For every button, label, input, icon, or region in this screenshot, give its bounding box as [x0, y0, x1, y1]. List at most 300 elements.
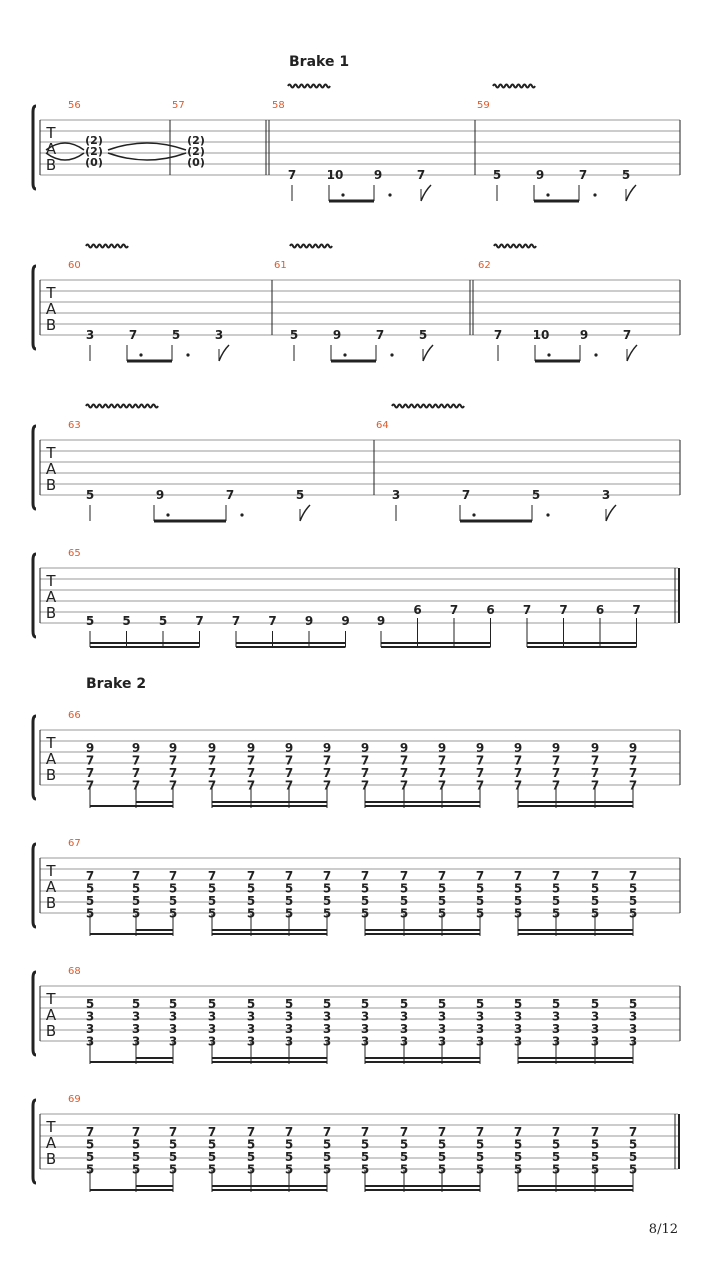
tab-clef-b: B	[45, 316, 57, 334]
chord-fret: 5	[168, 1137, 178, 1152]
chord-fret: 3	[85, 1034, 95, 1049]
fret-number: 7	[287, 168, 297, 182]
system-bracket	[33, 266, 36, 349]
tab-clef-a: A	[45, 878, 57, 896]
tab-clef-b: B	[45, 766, 57, 784]
chord-fret: 7	[168, 778, 178, 793]
chord-fret: 7	[322, 753, 332, 768]
chord-fret: 5	[322, 881, 332, 896]
chord-fret: 5	[246, 1162, 256, 1177]
fret-number: 3	[85, 328, 95, 342]
chord-fret: 5	[551, 1150, 561, 1164]
chord-fret: 5	[399, 997, 409, 1011]
chord-fret: 3	[551, 1034, 561, 1049]
ghost-note: (0)	[187, 156, 205, 169]
vibrato-mark	[86, 405, 158, 408]
fret-number: 5	[85, 488, 95, 502]
measure-number: 65	[68, 548, 81, 559]
chord-fret: 7	[551, 778, 561, 793]
fret-number: 7	[268, 614, 277, 628]
chord-fret: 7	[284, 869, 294, 883]
tie-arc	[108, 143, 186, 150]
chord-fret: 3	[551, 1022, 561, 1036]
chord-fret: 5	[399, 906, 409, 921]
fret-number: 7	[522, 603, 532, 617]
chord-fret: 9	[131, 741, 141, 755]
chord-fret: 5	[628, 894, 638, 908]
dot	[472, 513, 475, 516]
chord-fret: 5	[207, 881, 217, 896]
chord-fret: 7	[168, 869, 178, 883]
chord-fret: 5	[246, 1137, 256, 1152]
chord-fret: 3	[360, 1022, 370, 1036]
chord-fret: 7	[85, 869, 95, 883]
chord-fret: 5	[168, 906, 178, 921]
chord-fret: 5	[551, 997, 561, 1011]
measure-number: 59	[477, 100, 490, 111]
chord-fret: 7	[437, 869, 447, 883]
chord-fret: 5	[475, 997, 485, 1011]
page-number: 8/12	[648, 1222, 678, 1237]
note-flag	[300, 505, 310, 521]
fret-number: 9	[535, 168, 545, 182]
chord-fret: 5	[360, 906, 370, 921]
chord-fret: 5	[628, 881, 638, 896]
tab-clef-t: T	[46, 284, 56, 302]
chord-fret: 3	[284, 1022, 294, 1036]
chord-fret: 5	[475, 881, 485, 896]
chord-fret: 5	[322, 894, 332, 908]
dot	[139, 353, 142, 356]
chord-fret: 3	[207, 1034, 217, 1049]
chord-fret: 3	[590, 1009, 600, 1024]
vibrato-mark	[288, 85, 330, 88]
chord-fret: 9	[513, 741, 523, 755]
ghost-note: (2)	[85, 134, 103, 147]
chord-fret: 5	[513, 997, 523, 1011]
chord-fret: 7	[628, 1125, 638, 1139]
chord-fret: 3	[475, 1022, 485, 1036]
chord-fret: 7	[513, 869, 523, 883]
chord-fret: 7	[590, 766, 600, 780]
chord-fret: 7	[590, 778, 600, 793]
note-flag	[423, 345, 433, 361]
chord-fret: 3	[284, 1009, 294, 1024]
fret-number: 5	[531, 488, 541, 502]
measure-number: 60	[68, 260, 81, 271]
chord-fret: 7	[131, 753, 141, 768]
chord-fret: 3	[168, 1034, 178, 1049]
chord-fret: 5	[399, 894, 409, 908]
ghost-note: (0)	[85, 156, 103, 169]
measure-number: 66	[68, 710, 81, 721]
vibrato-mark	[494, 245, 536, 248]
fret-number: 7	[461, 488, 471, 502]
note-flag	[219, 345, 229, 361]
dot	[390, 353, 393, 356]
chord-fret: 5	[246, 997, 256, 1011]
tab-clef-t: T	[46, 734, 56, 752]
chord-fret: 3	[513, 1009, 523, 1024]
chord-fret: 5	[131, 1162, 141, 1177]
tab-clef-b: B	[45, 894, 57, 912]
chord-fret: 5	[85, 1137, 95, 1152]
chord-fret: 5	[628, 1162, 638, 1177]
chord-fret: 5	[85, 997, 95, 1011]
chord-fret: 9	[399, 741, 409, 755]
chord-fret: 5	[475, 1150, 485, 1164]
chord-fret: 7	[168, 753, 178, 768]
tab-clef-a: A	[45, 460, 57, 478]
chord-fret: 3	[284, 1034, 294, 1049]
chord-fret: 3	[85, 1009, 95, 1024]
note-flag	[606, 505, 616, 521]
chord-fret: 7	[284, 778, 294, 793]
chord-fret: 5	[513, 1162, 523, 1177]
chord-fret: 7	[85, 753, 95, 768]
chord-fret: 3	[590, 1034, 600, 1049]
chord-fret: 5	[551, 906, 561, 921]
chord-fret: 3	[399, 1009, 409, 1024]
tab-clef-t: T	[46, 990, 56, 1008]
chord-fret: 5	[246, 894, 256, 908]
fret-number: 9	[376, 614, 386, 628]
fret-number: 5	[418, 328, 428, 342]
chord-fret: 3	[85, 1022, 95, 1036]
tab-clef-a: A	[45, 750, 57, 768]
chord-fret: 7	[246, 869, 256, 883]
chord-fret: 7	[590, 753, 600, 768]
chord-fret: 5	[437, 1162, 447, 1177]
measure-number: 69	[68, 1094, 81, 1105]
chord-fret: 5	[590, 997, 600, 1011]
chord-fret: 5	[513, 906, 523, 921]
chord-fret: 7	[513, 753, 523, 768]
chord-fret: 5	[437, 906, 447, 921]
system-bracket	[33, 1100, 36, 1183]
chord-fret: 5	[85, 894, 95, 908]
tab-clef-a: A	[45, 1134, 57, 1152]
tab-clef-a: A	[45, 300, 57, 318]
chord-fret: 7	[399, 869, 409, 883]
dot	[547, 353, 550, 356]
chord-fret: 3	[590, 1022, 600, 1036]
chord-fret: 5	[475, 906, 485, 921]
dot	[343, 353, 346, 356]
chord-fret: 5	[590, 906, 600, 921]
tab-clef-a: A	[45, 140, 57, 158]
chord-fret: 5	[131, 997, 141, 1011]
chord-fret: 5	[284, 1137, 294, 1152]
chord-fret: 5	[284, 997, 294, 1011]
chord-fret: 7	[131, 778, 141, 793]
dot	[166, 513, 169, 516]
chord-fret: 3	[131, 1022, 141, 1036]
chord-fret: 7	[551, 869, 561, 883]
chord-fret: 5	[628, 1150, 638, 1164]
chord-fret: 3	[246, 1034, 256, 1049]
chord-fret: 3	[322, 1034, 332, 1049]
chord-fret: 5	[284, 881, 294, 896]
chord-fret: 7	[284, 1125, 294, 1139]
chord-fret: 5	[246, 1150, 256, 1164]
fret-number: 7	[622, 328, 632, 342]
chord-fret: 5	[85, 881, 95, 896]
chord-fret: 7	[360, 869, 370, 883]
chord-fret: 9	[437, 741, 447, 755]
measure-number: 63	[68, 420, 81, 431]
chord-fret: 7	[85, 1125, 95, 1139]
chord-fret: 5	[322, 906, 332, 921]
chord-fret: 7	[246, 753, 256, 768]
chord-fret: 9	[628, 741, 638, 755]
chord-fret: 5	[207, 997, 217, 1011]
chord-fret: 7	[322, 1125, 332, 1139]
chord-fret: 5	[207, 906, 217, 921]
chord-fret: 5	[360, 894, 370, 908]
chord-fret: 5	[131, 881, 141, 896]
chord-fret: 7	[360, 778, 370, 793]
chord-fret: 7	[246, 778, 256, 793]
chord-fret: 3	[322, 1022, 332, 1036]
chord-fret: 5	[168, 894, 178, 908]
vibrato-mark	[392, 405, 464, 408]
chord-fret: 3	[513, 1022, 523, 1036]
chord-fret: 5	[168, 881, 178, 896]
chord-fret: 3	[131, 1034, 141, 1049]
chord-fret: 7	[360, 753, 370, 768]
chord-fret: 7	[207, 778, 217, 793]
chord-fret: 5	[590, 1162, 600, 1177]
chord-fret: 3	[551, 1009, 561, 1024]
chord-fret: 5	[551, 881, 561, 896]
system-bracket	[33, 106, 36, 189]
chord-fret: 5	[360, 997, 370, 1011]
tab-clef-t: T	[46, 862, 56, 880]
chord-fret: 5	[475, 1137, 485, 1152]
chord-fret: 5	[513, 881, 523, 896]
chord-fret: 7	[628, 778, 638, 793]
tab-clef-a: A	[45, 1006, 57, 1024]
fret-number: 7	[225, 488, 235, 502]
fret-number: 6	[595, 603, 605, 617]
dot	[341, 193, 344, 196]
chord-fret: 5	[360, 1137, 370, 1152]
chord-fret: 5	[628, 1137, 638, 1152]
tab-clef-b: B	[45, 156, 57, 174]
fret-number: 9	[579, 328, 589, 342]
chord-fret: 7	[475, 1125, 485, 1139]
chord-fret: 7	[551, 766, 561, 780]
chord-fret: 3	[399, 1022, 409, 1036]
chord-fret: 7	[551, 1125, 561, 1139]
dot	[546, 193, 549, 196]
fret-number: 5	[85, 614, 95, 628]
chord-fret: 7	[628, 766, 638, 780]
chord-fret: 7	[168, 766, 178, 780]
chord-fret: 5	[399, 881, 409, 896]
chord-fret: 5	[131, 1137, 141, 1152]
chord-fret: 5	[246, 881, 256, 896]
chord-fret: 5	[284, 894, 294, 908]
system-bracket	[33, 554, 36, 637]
chord-fret: 5	[168, 997, 178, 1011]
chord-fret: 7	[399, 753, 409, 768]
chord-fret: 7	[399, 766, 409, 780]
chord-fret: 5	[475, 1162, 485, 1177]
chord-fret: 5	[551, 894, 561, 908]
tab-clef-b: B	[45, 1150, 57, 1168]
measure-number: 62	[478, 260, 491, 271]
chord-fret: 5	[322, 1137, 332, 1152]
chord-fret: 5	[168, 1162, 178, 1177]
chord-fret: 7	[399, 778, 409, 793]
chord-fret: 3	[475, 1009, 485, 1024]
chord-fret: 7	[168, 1125, 178, 1139]
tab-clef-t: T	[46, 1118, 56, 1136]
chord-fret: 5	[360, 1150, 370, 1164]
chord-fret: 5	[322, 997, 332, 1011]
chord-fret: 7	[590, 1125, 600, 1139]
chord-fret: 7	[85, 766, 95, 780]
chord-fret: 7	[437, 766, 447, 780]
fret-number: 7	[632, 603, 641, 617]
fret-number: 7	[416, 168, 426, 182]
tab-clef-t: T	[46, 572, 56, 590]
tab-clef-b: B	[45, 604, 57, 622]
measure-number: 67	[68, 838, 81, 849]
chord-fret: 7	[131, 766, 141, 780]
fret-number: 7	[375, 328, 385, 342]
fret-number: 10	[326, 168, 344, 182]
chord-fret: 3	[437, 1034, 447, 1049]
fret-number: 5	[295, 488, 305, 502]
measure-number: 61	[274, 260, 287, 271]
chord-fret: 5	[322, 1162, 332, 1177]
chord-fret: 7	[628, 869, 638, 883]
vibrato-mark	[493, 85, 535, 88]
tab-clef-b: B	[45, 476, 57, 494]
chord-fret: 3	[246, 1009, 256, 1024]
chord-fret: 7	[322, 869, 332, 883]
chord-fret: 7	[437, 753, 447, 768]
chord-fret: 7	[131, 869, 141, 883]
tab-clef-b: B	[45, 1022, 57, 1040]
measure-number: 57	[172, 100, 185, 111]
chord-fret: 9	[168, 741, 178, 755]
fret-number: 5	[289, 328, 299, 342]
chord-fret: 7	[207, 766, 217, 780]
fret-number: 7	[195, 614, 204, 628]
chord-fret: 7	[207, 753, 217, 768]
section-title-brake-2: Brake 2	[86, 676, 147, 692]
chord-fret: 7	[628, 753, 638, 768]
chord-fret: 5	[246, 906, 256, 921]
chord-fret: 5	[207, 1137, 217, 1152]
chord-fret: 5	[85, 1162, 95, 1177]
note-flag	[421, 185, 431, 201]
chord-fret: 7	[246, 1125, 256, 1139]
chord-fret: 3	[360, 1009, 370, 1024]
chord-fret: 9	[207, 741, 217, 755]
chord-fret: 5	[284, 906, 294, 921]
fret-number: 9	[341, 614, 350, 628]
chord-fret: 7	[207, 869, 217, 883]
chord-fret: 3	[207, 1009, 217, 1024]
chord-fret: 5	[590, 1150, 600, 1164]
chord-fret: 7	[131, 1125, 141, 1139]
chord-fret: 7	[475, 778, 485, 793]
chord-fret: 5	[360, 1162, 370, 1177]
chord-fret: 9	[360, 741, 370, 755]
chord-fret: 5	[437, 997, 447, 1011]
chord-fret: 9	[322, 741, 332, 755]
chord-fret: 5	[551, 1137, 561, 1152]
chord-fret: 5	[360, 881, 370, 896]
chord-fret: 9	[284, 741, 294, 755]
chord-fret: 5	[590, 881, 600, 896]
fret-number: 5	[158, 614, 168, 628]
chord-fret: 7	[437, 1125, 447, 1139]
chord-fret: 5	[628, 906, 638, 921]
fret-number: 3	[214, 328, 224, 342]
chord-fret: 3	[437, 1009, 447, 1024]
fret-number: 5	[621, 168, 631, 182]
chord-fret: 5	[284, 1162, 294, 1177]
system-bracket	[33, 972, 36, 1055]
chord-fret: 5	[131, 906, 141, 921]
chord-fret: 3	[628, 1022, 638, 1036]
chord-fret: 3	[628, 1009, 638, 1024]
chord-fret: 3	[168, 1009, 178, 1024]
chord-fret: 7	[475, 766, 485, 780]
measure-number: 56	[68, 100, 81, 111]
chord-fret: 5	[437, 881, 447, 896]
chord-fret: 5	[628, 997, 638, 1011]
chord-fret: 5	[207, 1150, 217, 1164]
chord-fret: 5	[590, 1137, 600, 1152]
fret-number: 5	[122, 614, 131, 628]
chord-fret: 7	[322, 778, 332, 793]
chord-fret: 9	[85, 741, 95, 755]
fret-number: 6	[486, 603, 495, 617]
note-flag	[627, 345, 637, 361]
chord-fret: 5	[399, 1137, 409, 1152]
dot	[240, 513, 243, 516]
dot	[593, 193, 596, 196]
measure-number: 68	[68, 966, 81, 977]
chord-fret: 9	[475, 741, 485, 755]
measure-number: 64	[376, 420, 389, 431]
chord-fret: 9	[551, 741, 561, 755]
chord-fret: 5	[551, 1162, 561, 1177]
chord-fret: 7	[207, 1125, 217, 1139]
chord-fret: 3	[207, 1022, 217, 1036]
chord-fret: 7	[246, 766, 256, 780]
chord-fret: 5	[131, 1150, 141, 1164]
chord-fret: 7	[475, 869, 485, 883]
chord-fret: 5	[131, 894, 141, 908]
tab-clef-t: T	[46, 124, 56, 142]
chord-fret: 7	[85, 778, 95, 793]
fret-number: 7	[231, 614, 241, 628]
chord-fret: 5	[399, 1162, 409, 1177]
chord-fret: 5	[168, 1150, 178, 1164]
chord-fret: 3	[168, 1022, 178, 1036]
chord-fret: 5	[513, 894, 523, 908]
chord-fret: 7	[284, 753, 294, 768]
dot	[388, 193, 391, 196]
